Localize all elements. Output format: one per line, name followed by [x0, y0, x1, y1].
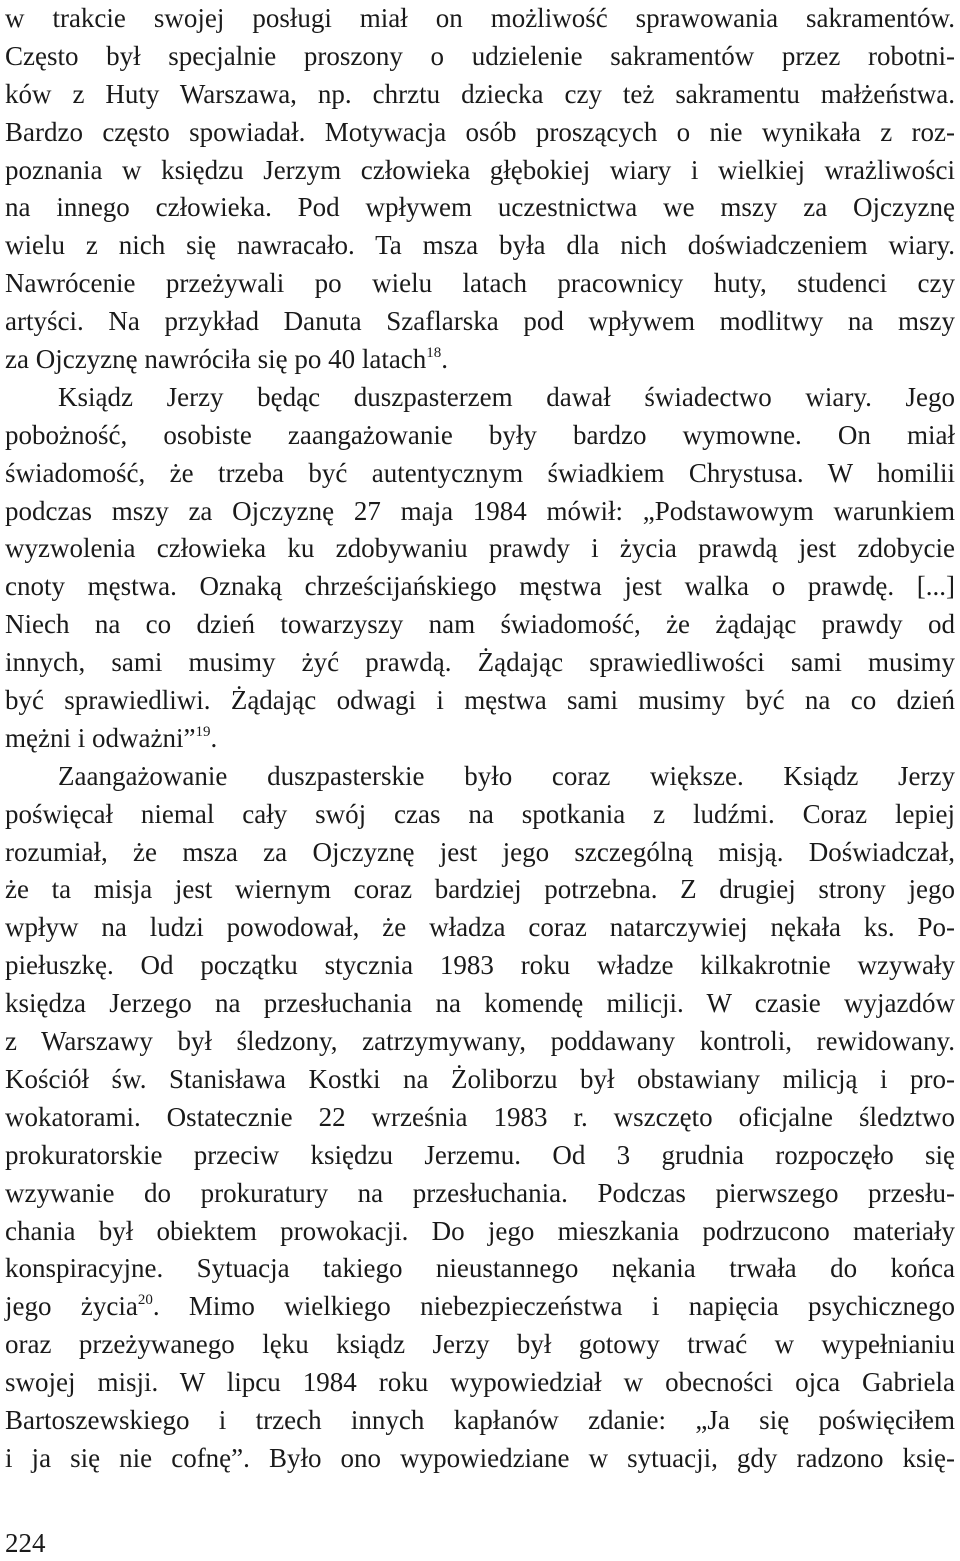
text-line: innych, sami musimy żyć prawdą. Żądając sprawiedliwości sami musimy	[5, 647, 955, 678]
text-line: na innego człowieka. Pod wpływem uczestnictwa we mszy za Ojczyznę	[5, 192, 955, 223]
text-line: i ja się nie cofnę”. Było ono wypowiedziane w sytuacji, gdy radzono księ-	[5, 1442, 955, 1473]
text-line: Nawrócenie przeżywali po wielu latach pracownicy huty, studenci czy	[5, 268, 955, 299]
text-line: z Warszawy był śledzony, zatrzymywany, poddawany kontroli, rewidowany.	[5, 1026, 955, 1057]
text-line: Ksiądz Jerzy będąc duszpasterzem dawał świadectwo wiary. Jego	[58, 381, 955, 412]
text-line: rozumiał, że msza za Ojczyznę jest jego szczególną misją. Doświadczał,	[5, 836, 955, 867]
text-line: być sprawiedliwi. Żądając odwagi i męstwa sami musimy być na co dzień	[5, 685, 955, 716]
text-line: Kościół św. Stanisława Kostki na Żoliborzu był obstawiany milicją i pro-	[5, 1063, 955, 1094]
text-line: Bardzo często spowiadał. Motywacja osób proszących o nie wynikała z roz-	[5, 116, 955, 147]
text-line: wielu z nich się nawracało. Ta msza była dla nich doświadczeniem wiary.	[5, 230, 955, 261]
text-line: w trakcie swojej posługi miał on możliwość sprawowania sakramentów.	[5, 3, 955, 33]
text-fragment: . Mimo wielkiego niebezpieczeństwa i napięcia psychicznego	[152, 1291, 955, 1322]
text-line: Bartoszewskiego i trzech innych kapłanów zdanie: „Ja się poświęciłem	[5, 1404, 955, 1435]
period: .	[441, 344, 449, 375]
text-line	[5, 720, 955, 758]
text-line: cnoty męstwa. Oznaką chrześcijańskiego męstwa jest walka o prawdę. [...]	[5, 571, 955, 602]
text-line: artyści. Na przykład Danuta Szaflarska pod wpływem modlitwy na mszy	[5, 306, 955, 337]
text-line: księdza Jerzego na przesłuchania na komendę milicji. W czasie wyjazdów	[5, 988, 955, 1019]
text-line: że ta misja jest wiernym coraz bardziej potrzebna. Z drugiej strony jego	[5, 874, 955, 905]
body-text	[5, 0, 955, 1478]
text-line: pobożność, osobiste zaangażowanie były bardzo wymowne. On miał	[5, 419, 955, 450]
text-line: chania był obiektem prowokacji. Do jego mieszkania podrzucono materiały	[5, 1215, 955, 1246]
text-fragment: mężni i odważni”	[5, 722, 196, 753]
text-line: prokuratorskie przeciw księdzu Jerzemu. Od 3 grudnia rozpoczęło się	[5, 1139, 955, 1170]
period: .	[210, 722, 218, 753]
text-line: oraz przeżywanego lęku ksiądz Jerzy był gotowy trwać w wypełnianiu	[5, 1329, 955, 1360]
text-fragment: za Ojczyznę nawróciła się po 40 latach	[5, 344, 427, 375]
text-line	[5, 341, 955, 379]
text-line: swojej misji. W lipcu 1984 roku wypowiedział w obecności ojca Gabriela	[5, 1367, 955, 1398]
text-line: Zaangażowanie duszpasterskie było coraz większe. Ksiądz Jerzy	[58, 760, 955, 791]
page-number: 224	[5, 1528, 46, 1558]
footnote-ref: 18	[426, 345, 442, 362]
text-line: wyzwolenia człowieka ku zdobywaniu prawdy i życia prawdą jest zdobycie	[5, 533, 955, 564]
text-line: Często był specjalnie proszony o udzielenie sakramentów przez robotni-	[5, 40, 955, 71]
text-line: konspiracyjne. Sytuacja takiego nieustannego nękania trwała do końca	[5, 1253, 955, 1284]
text-line: wpływ na ludzi powodował, że władza coraz natarczywiej nękała ks. Po-	[5, 912, 955, 943]
text-line: Niech na co dzień towarzyszy nam świadomość, że żądając prawdy od	[5, 609, 955, 640]
text-line: piełuszkę. Od początku stycznia 1983 roku władze kilkakrotnie wzywały	[5, 950, 955, 981]
text-line: poznania w księdzu Jerzym człowieka głębokiej wiary i wielkiej wrażliwości	[5, 154, 955, 185]
text-line: świadomość, że trzeba być autentycznym świadkiem Chrystusa. W homilii	[5, 457, 955, 488]
text-line: ków z Huty Warszawa, np. chrztu dziecka czy też sakramentu małżeństwa.	[5, 78, 955, 109]
footnote-ref: 20	[137, 1292, 153, 1309]
text-line: podczas mszy za Ojczyznę 27 maja 1984 mówił: „Podstawowym warunkiem	[5, 495, 955, 526]
text-line: poświęcał niemal cały swój czas na spotkania z ludźmi. Coraz lepiej	[5, 798, 955, 829]
text-fragment: jego życia	[5, 1291, 138, 1322]
text-line	[5, 1288, 955, 1326]
footnote-ref: 19	[195, 723, 211, 740]
text-line: wokatorami. Ostatecznie 22 września 1983 r. wszczęto oficjalne śledztwo	[5, 1101, 955, 1132]
text-line: wzywanie do prokuratury na przesłuchania. Podczas pierwszego przesłu-	[5, 1177, 955, 1208]
